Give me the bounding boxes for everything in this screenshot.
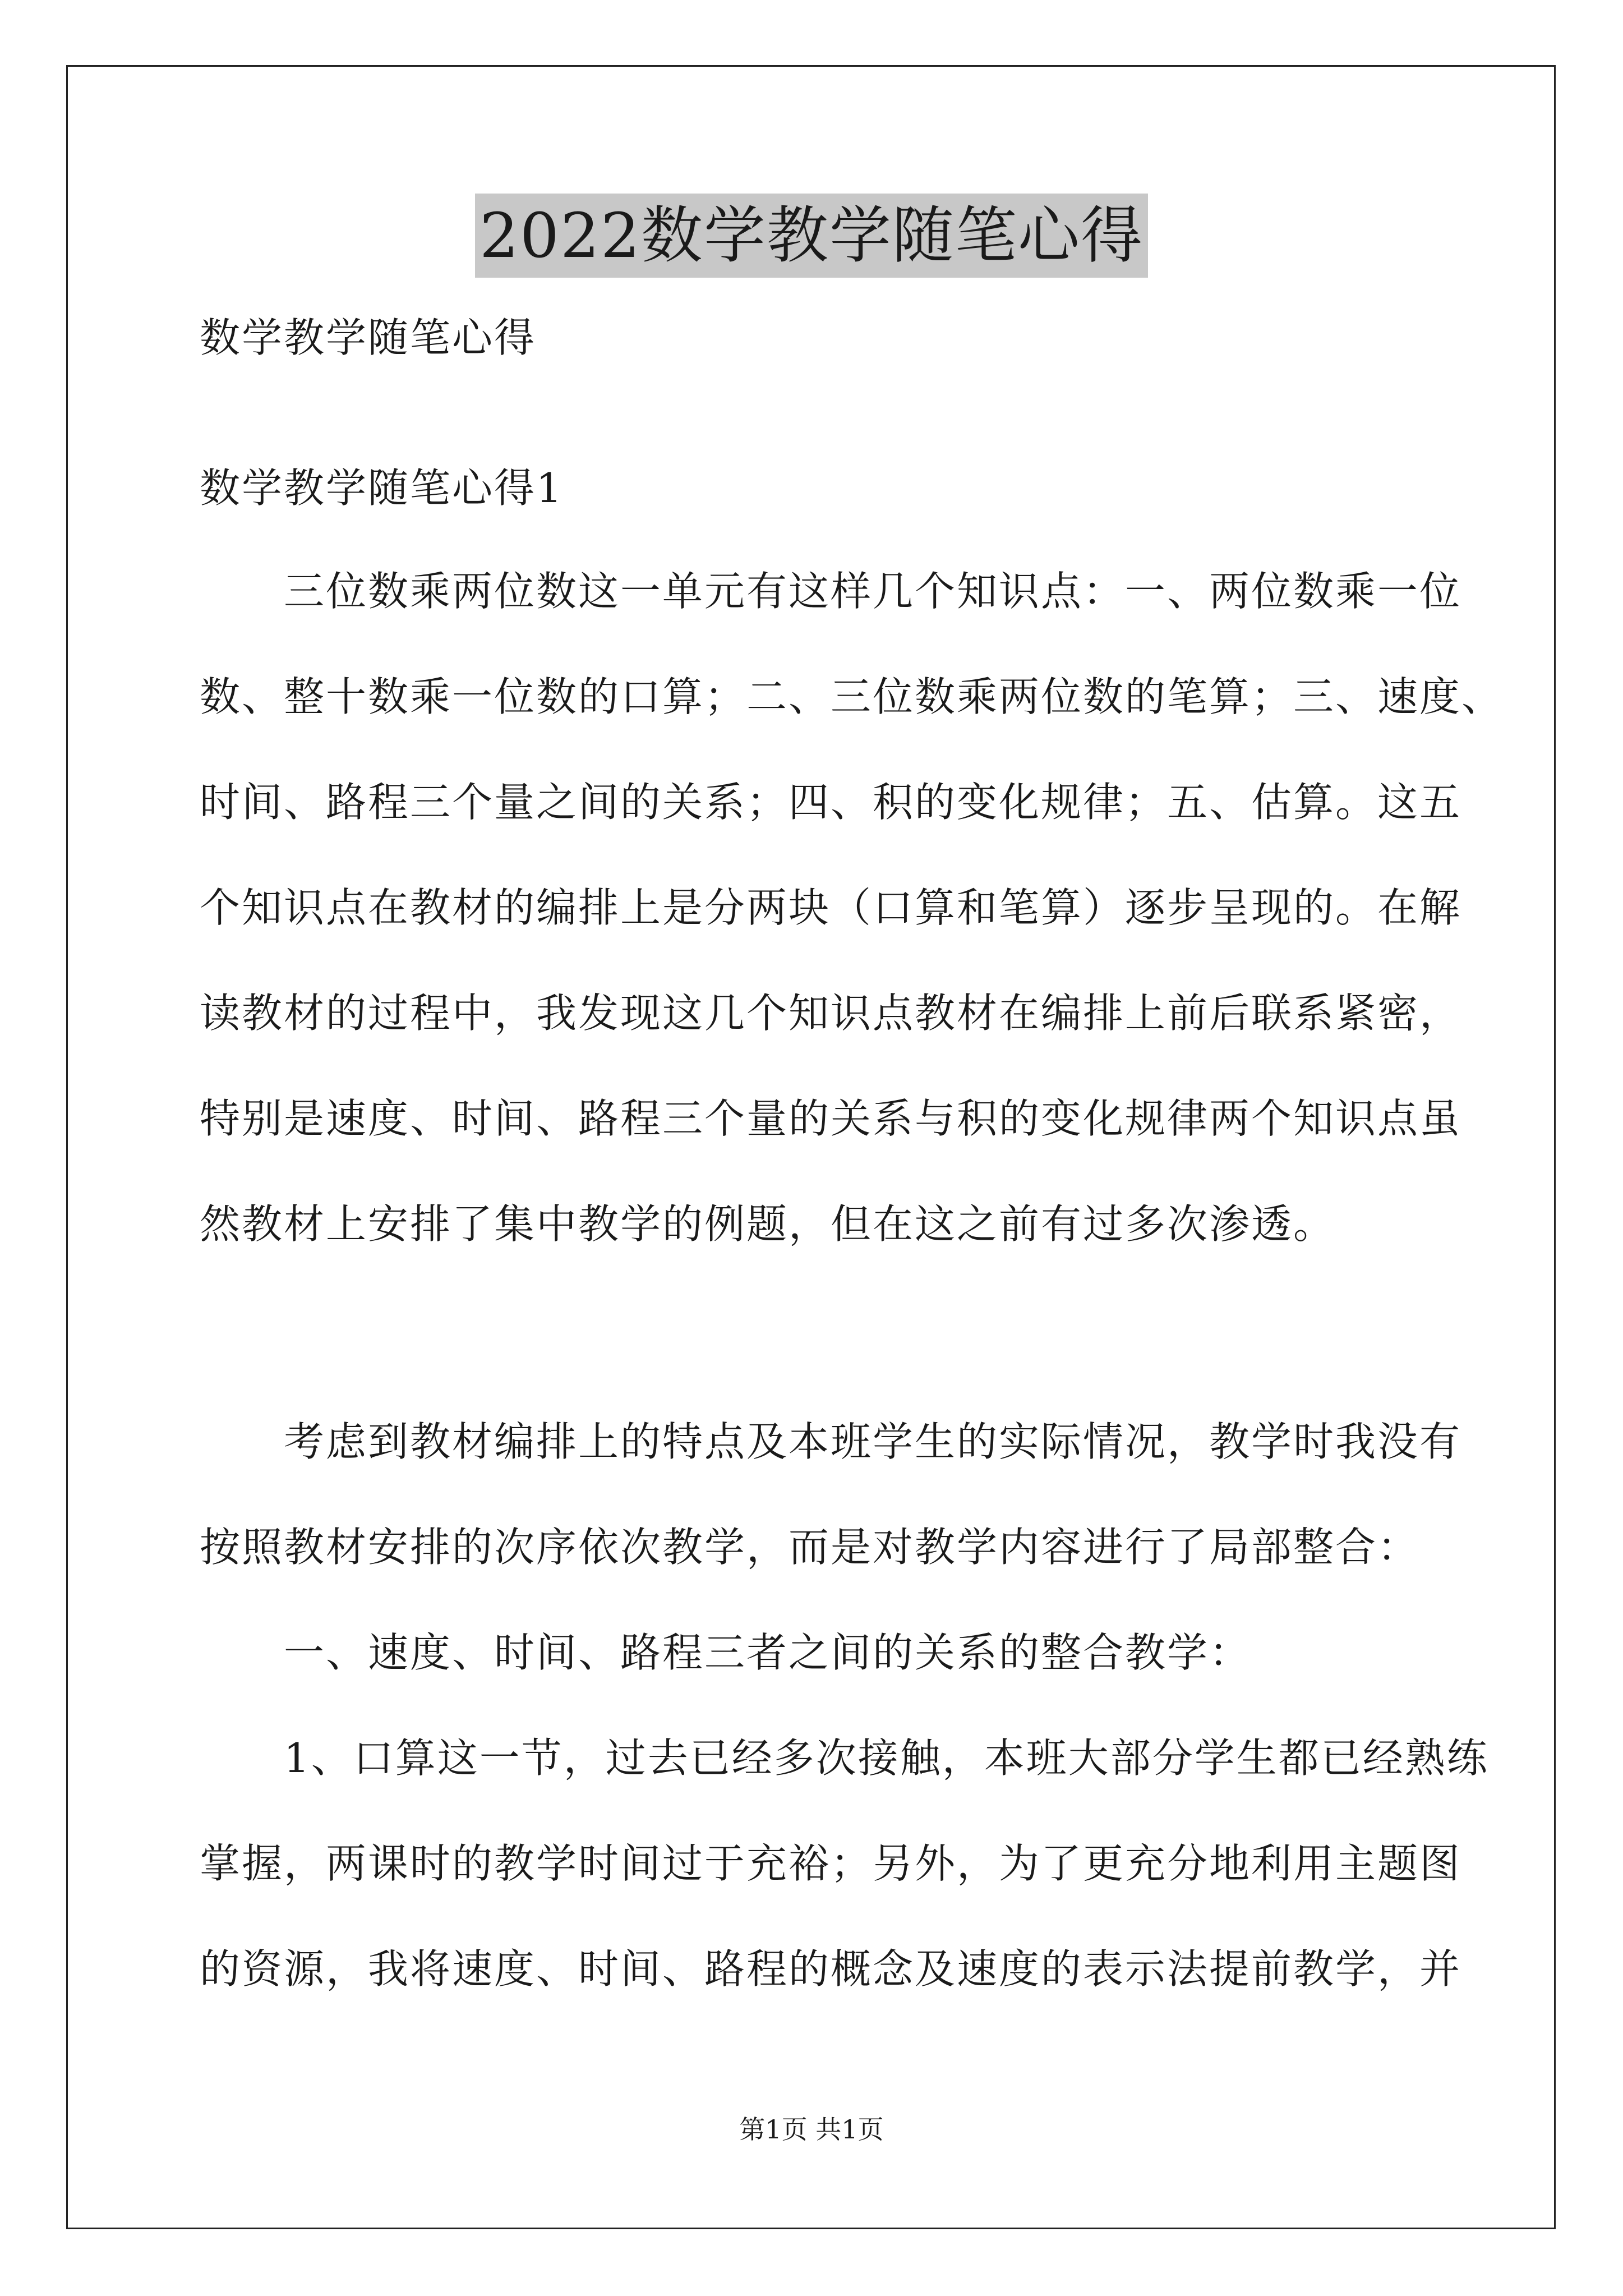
paragraph-1-line: 读教材的过程中，我发现这几个知识点教材在编排上前后联系紧密， [200, 990, 1462, 1037]
paragraph-3: 一、速度、时间、路程三者之间的关系的整合教学： [284, 1629, 1252, 1676]
paragraph-1-line: 数、整十数乘一位数的口算；二、三位数乘两位数的笔算；三、速度、 [200, 673, 1504, 720]
heading-1: 数学教学随笔心得 [200, 314, 537, 361]
paragraph-4-line: 1、口算这一节，过去已经多次接触，本班大部分学生都已经熟练 [284, 1734, 1489, 1782]
paragraph-1-line: 然教材上安排了集中教学的例题，但在这之前有过多次渗透。 [200, 1200, 1336, 1248]
title-container [0, 194, 1623, 278]
heading-2: 数学教学随笔心得1 [200, 464, 564, 512]
paragraph-2-line: 考虑到教材编排上的特点及本班学生的实际情况，教学时我没有 [284, 1418, 1462, 1465]
paragraph-2-line: 按照教材安排的次序依次教学，而是对教学内容进行了局部整合： [200, 1524, 1420, 1571]
paragraph-1-line: 时间、路程三个量之间的关系；四、积的变化规律；五、估算。这五 [200, 779, 1462, 826]
document-title: 2022数学教学随笔心得 [475, 194, 1148, 278]
paragraph-1-line: 个知识点在教材的编排上是分两块（口算和笔算）逐步呈现的。在解 [200, 884, 1462, 931]
page-footer: 第1页 共1页 [739, 2114, 884, 2145]
paragraph-4-line: 掌握，两课时的教学时间过于充裕；另外，为了更充分地利用主题图 [200, 1840, 1462, 1887]
paragraph-4-line: 的资源，我将速度、时间、路程的概念及速度的表示法提前教学，并 [200, 1945, 1462, 1993]
paragraph-1-line: 三位数乘两位数这一单元有这样几个知识点：一、两位数乘一位 [284, 568, 1462, 615]
page-border [66, 65, 1556, 2229]
paragraph-1-line: 特别是速度、时间、路程三个量的关系与积的变化规律两个知识点虽 [200, 1095, 1462, 1142]
